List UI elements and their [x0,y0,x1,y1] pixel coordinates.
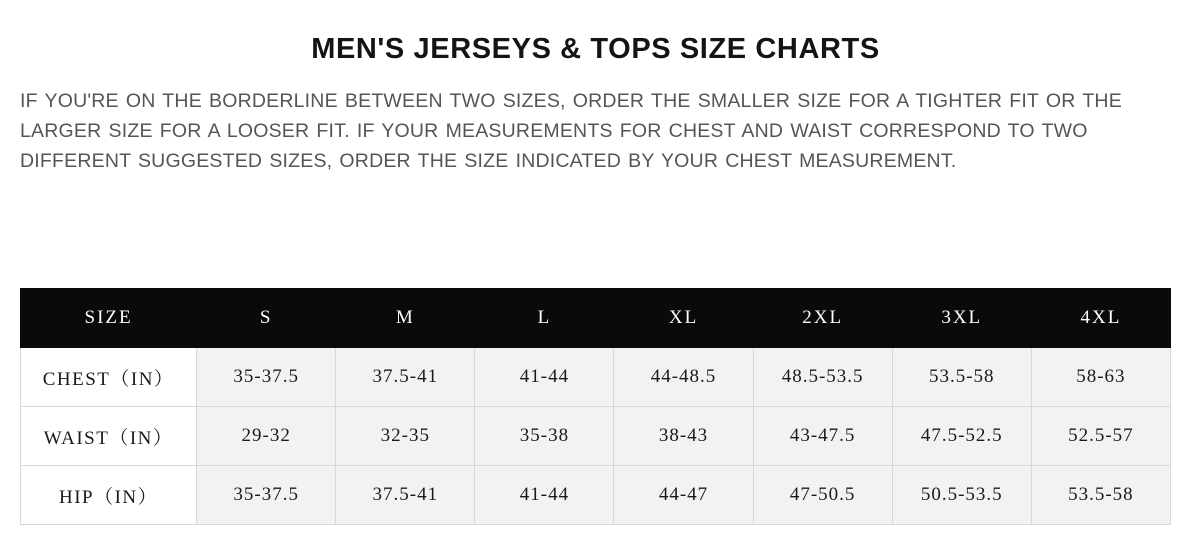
cell-hip-2xl: 47-50.5 [753,466,892,525]
intro-paragraph: IF YOU'RE ON THE BORDERLINE BETWEEN TWO SIZES, ORDER THE SMALLER SIZE FOR A TIGHTER FIT OR THE LARGER SIZE FOR A LOOSER FIT. IF YOUR MEASUREMENTS FOR CHEST AND WAIST CORRESPOND TO TWO DIFFERENT SUGGESTED SIZES, ORDER THE SIZE INDICATED BY YOUR CHEST MEASUREMENT. [20,90,1122,173]
cell-hip-4xl: 53.5-58 [1031,466,1170,525]
page-title: MEN'S JERSEYS & TOPS SIZE CHARTS [311,33,880,65]
column-header-4xl: 4XL [1031,289,1170,348]
cell-hip-l: 41-44 [475,466,614,525]
column-header-size: SIZE [21,289,197,348]
cell-chest-4xl: 58-63 [1031,348,1170,407]
cell-waist-xl: 38-43 [614,407,753,466]
row-label-waist: WAIST（IN） [21,407,197,466]
cell-waist-s: 29-32 [197,407,336,466]
column-header-l: L [475,289,614,348]
table-header [21,289,1171,348]
size-chart-page [0,33,1191,543]
cell-chest-3xl: 53.5-58 [892,348,1031,407]
cell-chest-s: 35-37.5 [197,348,336,407]
row-label-hip: HIP（IN） [21,466,197,525]
size-chart-table [20,288,1171,525]
cell-hip-m: 37.5-41 [336,466,475,525]
table-row [21,407,1171,466]
cell-waist-3xl: 47.5-52.5 [892,407,1031,466]
cell-hip-xl: 44-47 [614,466,753,525]
cell-waist-l: 35-38 [475,407,614,466]
cell-waist-m: 32-35 [336,407,475,466]
column-header-s: S [197,289,336,348]
table-body [21,348,1171,525]
size-chart-table-wrap [20,288,1171,525]
column-header-2xl: 2XL [753,289,892,348]
column-header-xl: XL [614,289,753,348]
cell-waist-2xl: 43-47.5 [753,407,892,466]
table-row [21,466,1171,525]
cell-chest-l: 41-44 [475,348,614,407]
cell-hip-s: 35-37.5 [197,466,336,525]
cell-chest-2xl: 48.5-53.5 [753,348,892,407]
cell-chest-xl: 44-48.5 [614,348,753,407]
cell-hip-3xl: 50.5-53.5 [892,466,1031,525]
table-row [21,348,1171,407]
row-label-chest: CHEST（IN） [21,348,197,407]
cell-chest-m: 37.5-41 [336,348,475,407]
cell-waist-4xl: 52.5-57 [1031,407,1170,466]
column-header-3xl: 3XL [892,289,1031,348]
table-header-row [21,289,1171,348]
column-header-m: M [336,289,475,348]
